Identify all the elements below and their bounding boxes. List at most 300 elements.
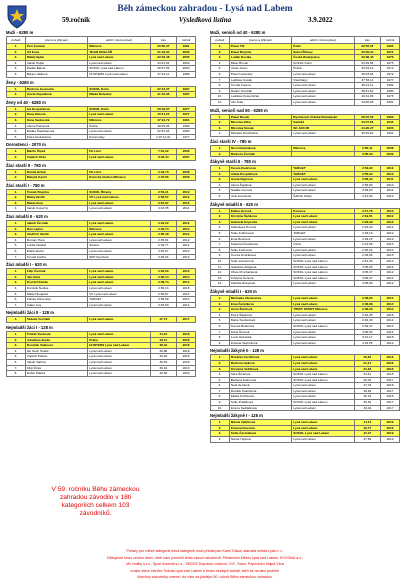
table-cell: Tomáš Cácha <box>25 254 87 260</box>
table-cell: Lysá nad Labem <box>292 214 354 220</box>
results-table <box>6 268 196 308</box>
table-cell: 2006 <box>177 55 196 61</box>
results-table <box>6 36 196 78</box>
table-cell: 2013 <box>381 219 400 225</box>
table-cell: 2012 <box>381 275 400 281</box>
table-cell: 2012 <box>381 231 400 237</box>
table-cell: Tereza Bobelová <box>229 323 291 329</box>
table-row <box>7 365 196 371</box>
table-cell: SOKOL Lysá nad Labem <box>292 377 354 383</box>
table-cell: 48:05,25 <box>150 123 176 129</box>
table-row <box>7 117 196 123</box>
table-cell: 6. <box>7 134 26 140</box>
table-cell: 9. <box>211 88 230 94</box>
table-cell: Lysá nad Labem <box>88 60 150 66</box>
table-cell: 27,03 <box>354 383 380 389</box>
table-cell: Lysá nad Labem <box>292 383 354 389</box>
table-cell: 3. <box>211 177 230 183</box>
table-cell: 27,74 <box>150 317 176 323</box>
table-cell: 3. <box>7 280 26 286</box>
table-cell: Filip Čiček <box>25 365 87 371</box>
table-cell: 1. <box>211 420 230 426</box>
table-cell: Luděk Kostka <box>229 55 291 61</box>
table-cell: Tereza Dvořáková <box>229 253 291 259</box>
table-cell: 4. <box>7 123 26 129</box>
table-cell: Lysá nad Labem <box>292 188 354 194</box>
table-cell <box>292 151 354 157</box>
table-cell: 2012 <box>177 243 196 249</box>
table-row <box>211 259 400 265</box>
table-cell: SK JAKUB <box>292 125 354 131</box>
table-cell: 3:01,17 <box>354 335 380 341</box>
table-row <box>211 323 400 329</box>
table-row <box>7 66 196 72</box>
table-cell: 1980 <box>381 88 400 94</box>
table-cell: 1. <box>211 295 230 301</box>
table-cell: Tomáš Kučera <box>229 83 291 89</box>
table-cell: Miroslav Novák <box>229 125 291 131</box>
table-cell: 2014 <box>381 340 400 346</box>
table-cell: 2. <box>211 120 230 126</box>
table-cell: 4. <box>7 237 26 243</box>
table-row <box>211 335 400 341</box>
results-table <box>210 354 400 411</box>
table-row <box>7 348 196 354</box>
table-cell: 3:00,99 <box>354 329 380 335</box>
table-row <box>7 359 196 365</box>
table-cell: 3. <box>211 55 230 61</box>
table-cell: 1. <box>7 44 26 50</box>
table-cell: 28,42 <box>150 343 176 349</box>
table-cell: 1983 <box>381 44 400 50</box>
table-cell: Nicole Hejlová <box>229 437 291 443</box>
table-cell: Matěj Hora <box>25 200 87 206</box>
table-cell: 5. <box>211 66 230 72</box>
category-heading: Žákyně starší II - 780 m <box>210 159 256 165</box>
table-row <box>7 254 196 260</box>
footer-line: Všechny závodníky zveme i do roku na jubilejní 60. ročník Běhu zámeckou zahradou. <box>136 575 274 579</box>
table-cell: 2:36,80 <box>354 295 380 301</box>
table-row <box>7 92 196 98</box>
table-cell: 6. <box>7 249 26 255</box>
table-row <box>211 99 400 105</box>
table-row <box>7 371 196 377</box>
table-cell: Lysá nad Labem <box>88 302 150 308</box>
table-cell: 26,04 <box>354 377 380 383</box>
table-cell: Matyáš Kynčl <box>25 175 87 181</box>
table-row <box>211 275 400 281</box>
table-cell: Barbora Hejlová <box>229 360 291 366</box>
table-cell: Milovice <box>88 226 150 232</box>
table-cell: 2015 <box>381 312 400 318</box>
table-cell: 5. <box>7 66 26 72</box>
table-cell: Julie Dvoracek <box>229 194 291 200</box>
table-row <box>7 249 196 255</box>
table-cell: 2012 <box>381 236 400 242</box>
right-results-column <box>210 28 400 443</box>
table-cell: 1997 <box>177 86 196 92</box>
table-cell: Anna Šmídová <box>229 307 291 313</box>
table-cell: 5. <box>7 129 26 135</box>
category-heading: Muži, senioři nad 60 - 6280 m <box>210 107 268 113</box>
table-cell: Josef Jesen <box>229 66 291 72</box>
table-row <box>7 200 196 206</box>
table-cell: 10. <box>211 259 230 265</box>
table-cell: Vojtěch Orda <box>25 154 87 160</box>
table-cell: 1. <box>7 269 26 275</box>
column-header: jméno a příjmení <box>229 37 291 44</box>
table-cell: Rozálie Palečková <box>229 388 291 394</box>
table-cell: České Budějovice <box>292 55 354 61</box>
table-cell: 30,62 <box>354 400 380 406</box>
table-cell: 2:30,14 <box>150 274 176 280</box>
table-cell: 37:53,11 <box>354 77 380 83</box>
table-cell: 46,77 <box>354 425 380 431</box>
table-row <box>7 60 196 66</box>
table-cell: Lysá nad Labem <box>292 131 354 137</box>
table-cell: 11. <box>211 264 230 270</box>
table-cell: 28,84 <box>354 388 380 394</box>
table-row <box>211 83 400 89</box>
table-cell: 1. <box>211 355 230 361</box>
table-cell: 2010 <box>177 189 196 195</box>
table-cell: 33:49,58 <box>354 60 380 66</box>
table-cell: SOKOL Lysá nad Labem <box>88 66 150 72</box>
table-cell: 2020 <box>177 371 196 377</box>
table-cell: Alena Preissová <box>25 123 87 129</box>
table-cell: 4. <box>211 437 230 443</box>
table-cell: 37:13,37 <box>150 86 176 92</box>
results-table <box>6 106 196 141</box>
table-cell: 6. <box>7 297 26 303</box>
table-cell: Jakub Čermák <box>25 221 87 227</box>
table-cell: Lysá nad Labem <box>292 318 354 324</box>
table-cell: 2:19,51 <box>354 214 380 220</box>
table-cell: FK Litol <box>88 169 150 175</box>
table-cell: 36,42 <box>150 365 176 371</box>
table-cell: 2015 <box>381 335 400 341</box>
table-cell: 14,14 <box>354 420 380 426</box>
table-cell: 41:01,93 <box>150 92 176 98</box>
table-cell: Miloslav Procházka <box>229 131 291 137</box>
table-cell: 8. <box>211 394 230 400</box>
table-cell: 2012 <box>177 237 196 243</box>
table-row <box>211 247 400 253</box>
table-cell: 2009 <box>177 175 196 181</box>
table-cell: Natálie Cucová <box>229 188 291 194</box>
table-cell: 7. <box>211 77 230 83</box>
table-cell: SOKOL Lysá nad Labem <box>292 372 354 378</box>
table-cell: 2. <box>211 425 230 431</box>
table-cell: Michaela Zboženová <box>229 295 291 301</box>
table-cell: Sofie Poláčková <box>229 400 291 406</box>
table-cell: 2:31,56 <box>354 242 380 248</box>
category-heading: Nejmladší žákyně II - 128 m <box>210 348 264 354</box>
results-table <box>210 295 400 346</box>
table-cell: 2018 <box>177 348 196 354</box>
table-cell: Všechlapy <box>292 77 354 83</box>
table-cell: 2010 <box>381 171 400 177</box>
table-cell: 2. <box>7 226 26 232</box>
table-cell: TARGET <box>292 231 354 237</box>
table-cell: 3:05,03 <box>354 151 380 157</box>
table-cell: 9. <box>211 340 230 346</box>
table-cell: Lysá nad Labem <box>292 247 354 253</box>
table-cell: Lysá nad Labem <box>292 99 354 105</box>
table-cell: 1976 <box>381 94 400 100</box>
table-cell: 2. <box>211 360 230 366</box>
table-cell: Kunický triatlon Milovice <box>88 175 150 181</box>
table-cell: 2:53,90 <box>354 166 380 172</box>
table-cell: 2008 <box>381 145 400 151</box>
table-cell: 2:53,67 <box>150 195 176 201</box>
table-cell: 4. <box>7 60 26 66</box>
table-cell: Radka Šťastňanová <box>25 129 87 135</box>
table-row <box>211 318 400 324</box>
table-cell: 1975 <box>381 60 400 66</box>
table-cell: Lysá nad Labem <box>88 237 150 243</box>
table-row <box>211 231 400 237</box>
table-cell: 2. <box>211 171 230 177</box>
table-cell: 1. <box>211 208 230 214</box>
table-cell: Lysá nad Labem <box>292 394 354 400</box>
table-cell: 4. <box>211 225 230 231</box>
table-row <box>211 281 400 287</box>
table-cell: 1977 <box>177 134 196 140</box>
table-cell: Daniel Hrbek <box>25 169 87 175</box>
table-row <box>7 291 196 297</box>
table-cell: 14. <box>211 281 230 287</box>
table-cell: Tereza Kudrnová <box>229 166 291 172</box>
table-cell: 36,49 <box>150 359 176 365</box>
table-cell: Lysá nad Labem <box>292 388 354 394</box>
table-cell: 4. <box>211 131 230 137</box>
table-cell: Matěj Hejlar <box>25 55 87 61</box>
table-cell: 1980 <box>177 129 196 135</box>
edition-label: 59.ročník <box>62 16 91 24</box>
table-cell: Praha <box>88 123 150 129</box>
table-cell: 2017 <box>381 400 400 406</box>
table-cell: 2013 <box>381 253 400 259</box>
table-cell: 32:18,48 <box>150 55 176 61</box>
table-cell: Lysá nad Labem <box>292 355 354 361</box>
table-cell: 2:45,86 <box>150 175 176 181</box>
table-cell: Martin Šípek <box>25 149 87 155</box>
table-cell: 1. <box>7 106 26 112</box>
table-cell: Jan Tolar <box>229 99 291 105</box>
table-cell: 6. <box>211 383 230 389</box>
table-cell: 1. <box>7 331 26 337</box>
table-cell: 2013 <box>381 208 400 214</box>
table-cell: 2010 <box>177 200 196 206</box>
table-cell: 3:34,35 <box>354 340 380 346</box>
table-cell: Barbora Čermák <box>229 151 291 157</box>
table-row <box>211 60 400 66</box>
table-cell: SOKOL Lysá nad Labem <box>292 270 354 276</box>
table-row <box>7 129 196 135</box>
table-cell: 36:57,55 <box>150 66 176 72</box>
table-cell: SOKOL Lysá nad Labem <box>292 431 354 437</box>
table-row <box>211 194 400 200</box>
table-cell: 6. <box>211 194 230 200</box>
table-cell: 2:26,20 <box>354 225 380 231</box>
table-cell: Milan Říman <box>229 60 291 66</box>
table-cell: Pavel Tlil <box>229 44 291 50</box>
table-cell: 2. <box>7 337 26 343</box>
table-row <box>211 114 400 120</box>
table-cell: Lysá nad Labem <box>292 340 354 346</box>
table-cell: Ema Bednová <box>229 236 291 242</box>
table-cell: 2016 <box>381 366 400 372</box>
table-cell: 1981 <box>381 99 400 105</box>
table-row <box>7 331 196 337</box>
table-cell: 2:36,90 <box>354 307 380 313</box>
table-row <box>211 420 400 426</box>
table-cell: 2003 <box>177 60 196 66</box>
table-row <box>7 86 196 92</box>
table-cell: 24,61 <box>354 372 380 378</box>
table-cell: 1976 <box>381 55 400 61</box>
table-cell: 1981 <box>177 44 196 50</box>
table-cell: 6. <box>211 236 230 242</box>
column-header: čas <box>354 37 380 44</box>
table-cell: 2009 <box>381 151 400 157</box>
results-table <box>210 165 400 200</box>
table-cell: 2:23,09 <box>354 219 380 225</box>
table-cell: 7. <box>211 242 230 248</box>
table-cell: 2012 <box>381 225 400 231</box>
table-cell: 3:05,37 <box>354 270 380 276</box>
table-cell: 2014 <box>177 280 196 286</box>
table-cell: Lysá nad Labem <box>88 348 150 354</box>
column-header: pořadí <box>7 37 26 44</box>
table-cell: Lysá nad Labem <box>88 269 150 275</box>
table-cell: Stanislava Horová <box>229 225 291 231</box>
table-cell: 2014 <box>381 323 400 329</box>
table-cell: Radek Balcar <box>25 66 87 72</box>
table-cell: 21,63 <box>354 366 380 372</box>
table-cell: Lysá nad Labem <box>292 182 354 188</box>
table-row <box>211 208 400 214</box>
table-cell: 2:53,21 <box>150 189 176 195</box>
table-cell: 33:53,14 <box>354 66 380 72</box>
table-cell: Dominik Šediva <box>25 286 87 292</box>
table-cell: 2014 <box>177 274 196 280</box>
table-cell: Lysá nad Labem <box>88 232 150 238</box>
table-cell: 8. <box>211 83 230 89</box>
table-cell: 1972 <box>381 71 400 77</box>
column-header: pořadí <box>211 37 230 44</box>
table-cell: 2010 <box>381 194 400 200</box>
table-cell: Jakub Kopečný <box>25 206 87 212</box>
table-cell: Lysá nad Labem <box>88 129 150 135</box>
table-cell: 40,66 <box>150 371 176 377</box>
table-cell: Eliška Kořínková <box>229 394 291 400</box>
table-cell: 3. <box>7 55 26 61</box>
table-cell: Rozárka Voršilková <box>229 355 291 361</box>
table-cell: 47:24,72 <box>150 117 176 123</box>
table-cell: Lysá nad Labem <box>88 249 150 255</box>
table-row <box>7 44 196 50</box>
table-cell: Kolín <box>292 44 354 50</box>
category-heading: Žákyně mladší I - 620 m <box>210 288 257 294</box>
table-cell: 2018 <box>177 331 196 337</box>
table-cell: Ladislav Kostelníček <box>229 94 291 100</box>
table-cell: 4. <box>211 372 230 378</box>
category-heading: Nejmladší žáci I - 128 m <box>6 324 53 330</box>
table-cell: 4. <box>211 60 230 66</box>
table-cell: Tobiáš Svoboda <box>25 331 87 337</box>
table-row <box>211 171 400 177</box>
table-cell: 5. <box>211 188 230 194</box>
table-cell: 44:26,27 <box>354 125 380 131</box>
table-cell: 2010 <box>177 195 196 201</box>
table-cell: 2014 <box>177 291 196 297</box>
table-row <box>7 237 196 243</box>
footer-line: Děkujeme touto cestou všem, kteří nám pomohli tento závod uskutečnit. Především Městu Lysá nad Labem, KOVONA a.s., <box>106 555 304 560</box>
table-cell: 40:11,24 <box>150 112 176 118</box>
table-cell: 40:44,06 <box>354 94 380 100</box>
table-cell: 2016 <box>381 372 400 378</box>
table-cell: 4. <box>7 206 26 212</box>
table-row <box>211 77 400 83</box>
table-cell: 3:05,09 <box>354 264 380 270</box>
table-cell: 2:29,60 <box>150 269 176 275</box>
table-cell: 2018 <box>177 337 196 343</box>
category-heading: Nejmladší žákyně I - 128 m <box>210 413 263 419</box>
table-cell: 2. <box>7 112 26 118</box>
table-row <box>211 264 400 270</box>
table-cell: 2011 <box>381 177 400 183</box>
table-cell: 2019 <box>381 420 400 426</box>
table-cell: 2:33,73 <box>150 169 176 175</box>
table-cell: Bárjen Valkova <box>25 71 87 77</box>
table-row <box>211 329 400 335</box>
table-row <box>211 360 400 366</box>
table-cell: Filip Čermák <box>25 269 87 275</box>
table-row <box>7 206 196 212</box>
table-cell: 1. <box>7 86 26 92</box>
table-cell: 2010 <box>381 182 400 188</box>
table-cell: 3. <box>211 431 230 437</box>
table-cell: 1. <box>211 114 230 120</box>
table-cell: Lysá nad Labem <box>88 274 150 280</box>
table-cell: Lysá nad Labem <box>292 71 354 77</box>
table-cell: Kristýna Šplíková <box>229 214 291 220</box>
table-row <box>211 188 400 194</box>
table-cell: 10. <box>211 94 230 100</box>
table-cell: Vít Koza <box>25 49 87 55</box>
table-cell: 1997 <box>177 92 196 98</box>
table-row <box>7 221 196 227</box>
table-row <box>211 307 400 313</box>
table-cell: Lysá nad Labem <box>292 360 354 366</box>
results-table <box>210 419 400 442</box>
table-cell: 8. <box>7 371 26 377</box>
table-cell: 2014 <box>381 329 400 335</box>
results-table <box>210 208 400 287</box>
table-cell: Tadeáš Voršilek <box>25 317 87 323</box>
footer-line: Poháry pro vítěze kategorie žena kategorie muži předal pan Karel Otava, starosta města Lysá n. L. <box>126 549 284 553</box>
column-header: ročník <box>381 37 400 44</box>
table-cell: Lysá nad Labem <box>88 280 150 286</box>
table-cell: 31:34,94 <box>150 49 176 55</box>
table-cell: Kristýna Sonová <box>229 275 291 281</box>
table-cell: Milovice <box>88 44 150 50</box>
table-cell: 7. <box>211 388 230 394</box>
table-cell: 8:03,44 <box>150 154 176 160</box>
table-cell: 3. <box>211 125 230 131</box>
